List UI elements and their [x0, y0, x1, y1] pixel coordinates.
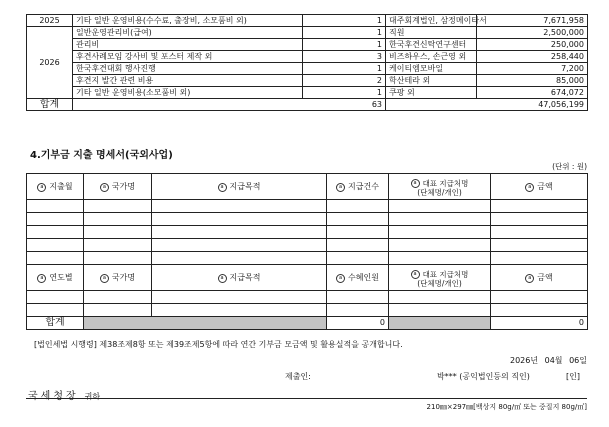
- table-row: [27, 15, 588, 27]
- recipient-suffix: 귀하: [84, 392, 101, 401]
- circle-letter-icon: a: [525, 183, 534, 192]
- purpose-cell: 한국후견대회 행사진행: [73, 63, 303, 75]
- circle-letter-icon: a: [37, 274, 46, 283]
- table-row: [27, 239, 588, 252]
- divider: [26, 398, 587, 399]
- total-label: 합계: [27, 317, 84, 330]
- count-cell: 2: [303, 75, 386, 87]
- submitter-name: 박*** (공익법인등의 직인): [437, 372, 530, 381]
- count-cell: 1: [303, 27, 386, 39]
- table-row: [27, 63, 588, 75]
- table-header-row: [27, 265, 588, 291]
- total-row: [27, 99, 588, 111]
- header-label: 대표 지급처명: [422, 269, 469, 279]
- header-cell: [327, 174, 389, 200]
- header-label: 수혜인원: [348, 273, 379, 283]
- recipient-cell: 한국후견신탁연구센터: [386, 39, 477, 51]
- header-cell: [389, 265, 491, 291]
- table-row: [27, 213, 588, 226]
- total-row: [27, 317, 588, 330]
- header-cell: [27, 174, 84, 200]
- recipient-cell: 비즈하우스, 손근영 외: [386, 51, 477, 63]
- year-cell: 2026: [27, 27, 73, 99]
- count-cell: 3: [303, 51, 386, 63]
- header-label: 연도별: [49, 273, 73, 283]
- circle-letter-icon: a: [411, 179, 420, 188]
- header-sublabel: (단체명/개인): [417, 278, 462, 288]
- circle-letter-icon: a: [411, 270, 420, 279]
- amount-cell: 2,500,000: [477, 27, 588, 39]
- circle-letter-icon: a: [218, 183, 227, 192]
- header-cell: [27, 265, 84, 291]
- header-cell: [491, 174, 588, 200]
- header-cell: [84, 265, 152, 291]
- table-row: [27, 87, 588, 99]
- circle-letter-icon: a: [100, 274, 109, 283]
- count-cell: 1: [303, 39, 386, 51]
- circle-letter-icon: a: [37, 183, 46, 192]
- header-label: 지급목적: [229, 182, 261, 192]
- header-cell: [327, 265, 389, 291]
- circle-letter-icon: a: [336, 183, 345, 192]
- table-row: [27, 51, 588, 63]
- purpose-cell: 기타 일반 운영비용(수수료, 출장비, 소모품비 외): [73, 15, 303, 27]
- table-row: [27, 304, 588, 317]
- purpose-cell: 일반운영관리비(급여): [73, 27, 303, 39]
- count-cell: 1: [303, 87, 386, 99]
- legal-footnote: [법인세법 시행령] 제38조제8항 또는 제39조제5항에 따라 연간 기부금 모금액 및 활용실적을 공개합니다.: [34, 340, 403, 349]
- recipient-cell: 학산테라 외: [386, 75, 477, 87]
- amount-cell: 250,000: [477, 39, 588, 51]
- header-label: 금액: [537, 182, 553, 192]
- amount-cell: 85,000: [477, 75, 588, 87]
- total-count: 63: [73, 99, 386, 111]
- table-row: [27, 226, 588, 239]
- header-label: 금액: [537, 273, 553, 283]
- header-label: 국가명: [111, 182, 136, 192]
- table-row: [27, 291, 588, 304]
- header-cell: [152, 265, 327, 291]
- expenditure-table: [26, 14, 588, 111]
- submitter-label: 제출인:: [285, 372, 311, 381]
- amount-cell: 7,200: [477, 63, 588, 75]
- recipient-org: 국세청장: [28, 391, 79, 402]
- purpose-cell: 후견지 발간 관련 비용: [73, 75, 303, 87]
- table-row: [27, 252, 588, 265]
- header-cell: [152, 174, 327, 200]
- circle-letter-icon: a: [218, 274, 227, 283]
- seal-mark: [인]: [566, 372, 580, 381]
- count-cell: 1: [303, 63, 386, 75]
- table-row: [27, 75, 588, 87]
- recipient-cell: 대주회계법인, 삼정메이타서: [386, 15, 477, 27]
- table-header-row: [27, 174, 588, 200]
- total-count: 0: [327, 317, 389, 330]
- purpose-cell: 기타 일반 운영비용(소모품비 외): [73, 87, 303, 99]
- circle-letter-icon: a: [100, 183, 109, 192]
- recipient-cell: 직원: [386, 27, 477, 39]
- recipient-line: [28, 387, 100, 402]
- amount-cell: 7,671,958: [477, 15, 588, 27]
- header-label: 지급건수: [348, 182, 379, 192]
- total-amount: 0: [491, 317, 588, 330]
- header-cell: [491, 265, 588, 291]
- recipient-cell: 케이티엠모바일: [386, 63, 477, 75]
- recipient-cell: 쿠팡 외: [386, 87, 477, 99]
- overseas-expenditure-table: [26, 173, 588, 330]
- header-cell: [389, 174, 491, 200]
- header-cell: [84, 174, 152, 200]
- table-row: [27, 39, 588, 51]
- submission-date: 2026년 04월 06일: [510, 356, 587, 365]
- total-amount: 47,056,199: [386, 99, 588, 111]
- paper-spec: 210㎜×297㎜[백상지 80g/㎡ 또는 중질지 80g/㎡]: [426, 403, 587, 411]
- shaded-cell: [84, 317, 327, 330]
- amount-cell: 674,072: [477, 87, 588, 99]
- header-sublabel: (단체명/개인): [417, 187, 462, 197]
- table-row: [27, 27, 588, 39]
- table-row: [27, 200, 588, 213]
- purpose-cell: 관리비: [73, 39, 303, 51]
- amount-cell: 258,440: [477, 51, 588, 63]
- year-cell: 2025: [27, 15, 73, 27]
- header-label: 국가명: [111, 273, 136, 283]
- section-title: 4.기부금 지출 명세서(국외사업): [30, 150, 173, 161]
- count-cell: 1: [303, 15, 386, 27]
- header-label: 지급목적: [229, 273, 261, 283]
- header-label: 지출월: [49, 182, 73, 192]
- purpose-cell: 후견사례모임 강사비 및 포스터 제작 외: [73, 51, 303, 63]
- header-label: 대표 지급처명: [422, 178, 469, 188]
- total-label: 합계: [27, 99, 73, 111]
- circle-letter-icon: a: [525, 274, 534, 283]
- circle-letter-icon: a: [336, 274, 345, 283]
- shaded-cell: [389, 317, 491, 330]
- unit-label: (단위 : 원): [552, 162, 587, 171]
